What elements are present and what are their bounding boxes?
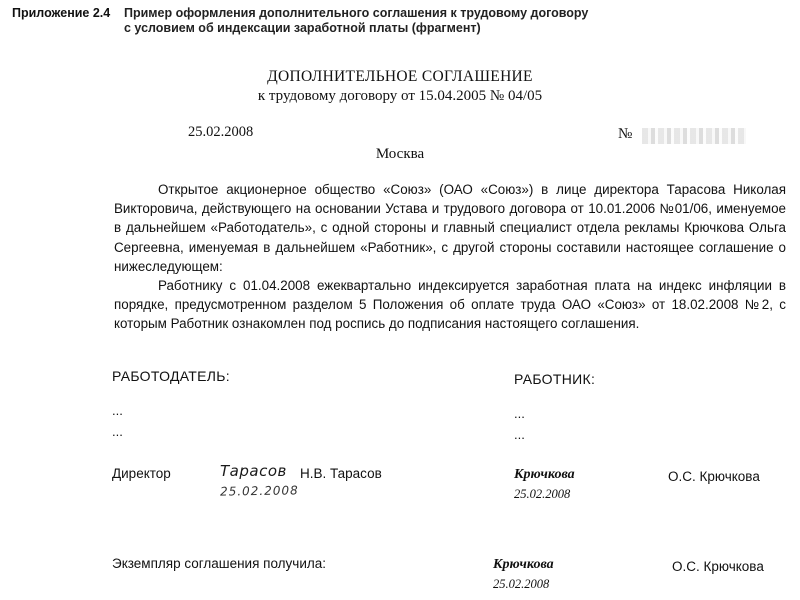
receipt-name: О.С. Крючкова <box>672 559 764 574</box>
employer-handwritten-date: 25.02.2008 <box>219 483 299 499</box>
agreement-body <box>114 180 786 334</box>
employee-signature: Крючкова <box>514 467 575 482</box>
paragraph-parties: Открытое акционерное общество «Союз» (ОАО «Союз») в лице директора Тарасова Николая Викторовича, действующего на основании Устава и трудового договора от 10.01.2006 №01/06, именуемое в дальнейшем «Работодатель», с одной стороны и главный специалист отдела рекламы Крючкова Ольга Сергеевна, именуемая в дальнейшем «Работник», с другой стороны составили настоящее соглашение о нижеследующем: <box>114 182 786 274</box>
document-number-redacted <box>642 128 746 144</box>
employer-heading: РАБОТОДАТЕЛЬ: <box>112 368 230 384</box>
appendix-caption <box>124 6 588 36</box>
document-number-sign: № <box>618 126 633 142</box>
appendix-label: Приложение 2.4 <box>12 6 111 20</box>
document-subtitle: к трудовому договору от 15.04.2005 № 04/05 <box>257 88 543 104</box>
employee-name: О.С. Крючкова <box>668 469 760 484</box>
receipt-signature-date: 25.02.2008 <box>493 577 550 591</box>
document-date: 25.02.2008 <box>188 124 254 140</box>
employee-heading: РАБОТНИК: <box>514 371 596 387</box>
document-city: Москва <box>375 146 425 162</box>
employee-ellipsis-2: ... <box>514 427 525 442</box>
employee-signature-date: 25.02.2008 <box>514 487 571 501</box>
document-title: ДОПОЛНИТЕЛЬНОЕ СОГЛАШЕНИЕ <box>267 68 533 85</box>
employee-ellipsis-1: ... <box>514 406 525 421</box>
appendix-caption-line-1: Пример оформления дополнительного соглашения к трудовому договору <box>124 6 589 20</box>
employer-ellipsis-2: ... <box>112 424 123 439</box>
appendix-caption-line-2: с условием об индексации заработной платы (фрагмент) <box>124 21 481 35</box>
employer-name: Н.В. Тарасов <box>300 466 382 481</box>
employer-position: Директор <box>112 466 171 481</box>
receipt-text: Экземпляр соглашения получила: <box>112 556 327 571</box>
receipt-signature: Крючкова <box>493 557 554 572</box>
paragraph-indexation: Работнику с 01.04.2008 ежеквартально индексируется заработная плата на индекс инфляции в порядке, предусмотренном разделом 5 Положения об оплате труда ОАО «Союз» от 18.02.2008 №2, с которым Работник ознакомлен под роспись до подписания настоящего соглашения. <box>114 278 786 332</box>
employer-ellipsis-1: ... <box>112 403 123 418</box>
employer-handwritten-signature: Тарасов <box>220 462 287 480</box>
